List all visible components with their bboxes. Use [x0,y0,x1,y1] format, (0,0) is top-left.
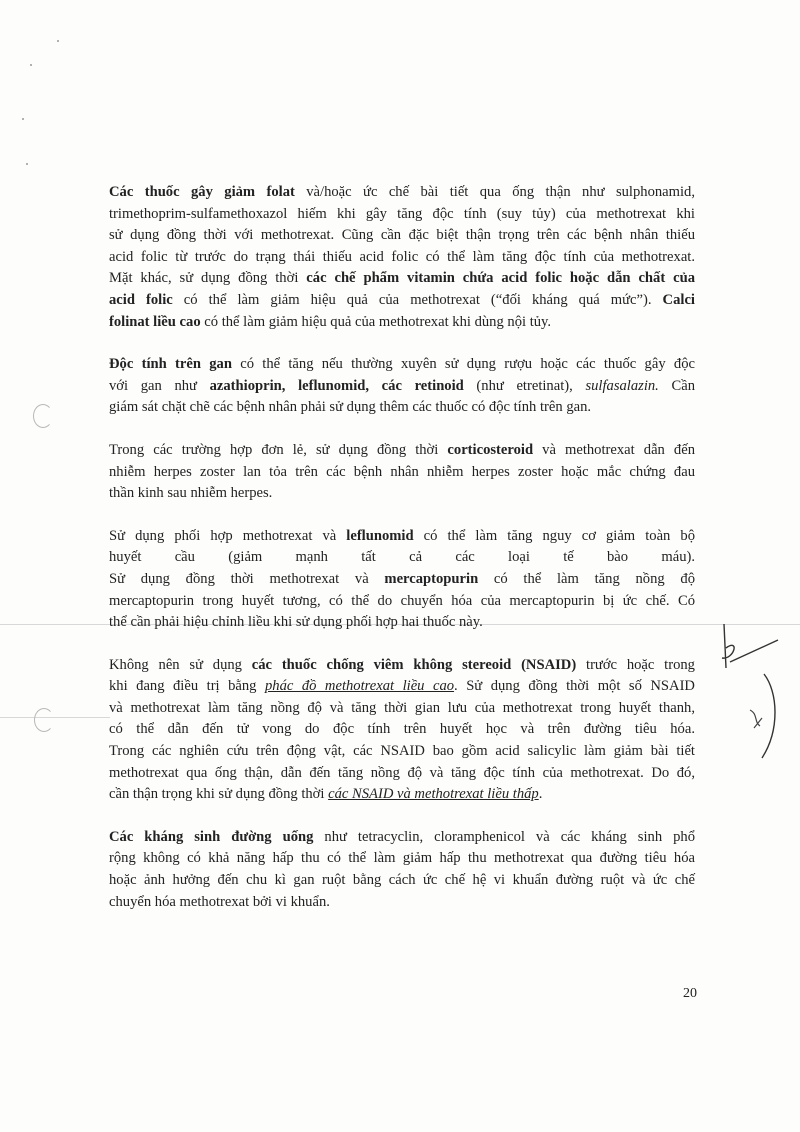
bold-text: Các kháng sinh đường uống [109,828,314,845]
text: có thể làm tăng nguy cơ giảm toàn bộ [413,527,695,544]
text: có thể tăng nếu thường xuyên sử dụng rượu hoặc các thuốc gây độc [231,356,695,373]
text-line [109,526,695,548]
text-line [109,397,695,419]
text: mercaptopurin trong huyết tương, có thể do chuyển hóa của mercaptopurin bị ức chế. Có [109,592,695,609]
handwritten-signature [720,618,790,768]
text: Trong các trường hợp đơn lẻ, sử dụng đồng thời [109,441,448,458]
text-line [109,182,695,204]
bold-text: acid folic [109,291,173,308]
bold-text: các chế phẩm vitamin chứa acid folic hoặc dẫn chất của [306,270,695,287]
paragraph [109,526,695,634]
text-line [109,827,695,849]
scan-speck [26,163,28,165]
scan-fold-line [0,717,110,718]
underlined-text: phác đồ methotrexat liều cao [264,678,455,695]
text: Sử dụng phối hợp methotrexat và [109,527,347,544]
paragraph [109,655,695,806]
page-number: 20 [683,986,697,1001]
text: Sử dụng đồng thời methotrexat và [109,570,385,587]
text-line [109,225,695,247]
text: Không nên sử dụng [109,656,252,673]
text: Mặt khác, sử dụng đồng thời [109,270,307,287]
text-line [109,719,695,741]
text: Cần [658,377,695,394]
scan-speck [57,40,59,42]
paragraph [109,440,695,505]
text: hoặc ảnh hưởng đến chu kì gan ruột bằng cách ức chế hệ vi khuẩn đường ruột và ức chế [109,872,695,889]
bold-text: leflunomid [346,527,414,544]
text-line [109,547,695,569]
text: cần thận trọng khi sử dụng đồng thời [109,786,329,803]
text-line [109,612,695,634]
text: có thể làm giảm hiệu quả của methotrexat khi dùng nội tủy. [200,313,552,330]
text-line [109,354,695,376]
text: rộng không có khả năng hấp thu có thể làm giảm hấp thu methotrexat qua đường tiêu hóa [109,850,695,867]
text-line [109,268,695,290]
text: methotrexat qua ống thận, dẫn đến tăng nồng độ và tăng độc tính của methotrexat. Do đó, [109,764,695,781]
text-line [109,312,695,334]
punch-hole [34,708,54,732]
text: thể cần phải hiệu chỉnh liều khi sử dụng phối hợp hai thuốc này. [109,614,483,631]
text: nhiễm herpes zoster lan tỏa trên các bệnh nhân nhiễm herpes zoster hoặc mắc chứng đau [109,463,695,480]
paragraph [109,182,695,333]
text-line [109,892,695,914]
text: thần kinh sau nhiễm herpes. [109,485,273,502]
text-line [109,591,695,613]
text: và methotrexat làm tăng nồng độ và tăng thời gian lưu của methotrexat trong huyết thanh, [109,699,695,716]
text-line [109,440,695,462]
text-line [109,870,695,892]
text: sử dụng đồng thời với methotrexat. Cũng cần đặc biệt thận trọng trên các bệnh nhân thiếu [109,227,695,244]
text: có thể làm tăng nồng độ [478,570,695,587]
text: chuyển hóa methotrexat bởi vi khuẩn. [109,893,330,910]
text-line [109,848,695,870]
paragraph [109,354,695,419]
paragraph [109,827,695,913]
bold-text: mercaptopurin [384,570,479,587]
text: có thể dẫn đến tử vong do độc tính trên huyết học và trên đường tiêu hóa. [109,721,695,738]
bold-text: folinat liều cao [109,313,201,330]
text: (như etretinat), [463,377,586,394]
text: Trong các nghiên cứu trên động vật, các NSAID bao gồm acid salicylic làm giảm bài tiết [109,743,695,760]
text: acid folic từ trước do trạng thái thiếu acid folic có thể làm tăng độc tính của methotrexat. [109,248,695,265]
text: khi đang điều trị bằng [109,678,265,695]
punch-hole [33,404,53,428]
bold-text: corticosteroid [447,441,534,458]
text-line [109,676,695,698]
document-body [109,182,695,934]
text: trước hoặc trong [576,656,695,673]
text-line [109,483,695,505]
underlined-text: các NSAID và methotrexat liều thấp [328,786,539,803]
scan-speck [30,64,32,66]
scan-speck [22,118,24,120]
text-line [109,290,695,312]
text-line [109,763,695,785]
text: và methotrexat dẫn đến [533,441,695,458]
bold-text: Calci [662,291,695,308]
text: giám sát chặt chẽ các bệnh nhân phải sử dụng thêm các thuốc có độc tính trên gan. [109,399,592,416]
text: với gan như [109,377,210,394]
text-line [109,741,695,763]
text-line [109,462,695,484]
italic-text: sulfasalazin. [585,377,659,394]
text-line [109,247,695,269]
text-line [109,784,695,806]
text-line [109,204,695,226]
text-line [109,376,695,398]
text-line [109,569,695,591]
text: có thể làm giảm hiệu quả của methotrexat (“đối kháng quá mức”). [172,291,663,308]
bold-text: azathioprin, leflunomid, các retinoid [209,377,464,394]
text-line [109,655,695,677]
bold-text: Độc tính trên gan [109,356,232,373]
text: như tetracyclin, cloramphenicol và các kháng sinh phổ [313,828,696,845]
text-line [109,698,695,720]
bold-text: các thuốc chống viêm không stereoid (NSAID) [251,656,577,673]
text: . [538,786,543,803]
text: . Sử dụng đồng thời một số NSAID [454,678,695,695]
text: trimethoprim-sulfamethoxazol hiếm khi gây tăng độc tính (suy tủy) của methotrexat khi [109,205,695,222]
text: huyết cầu (giảm mạnh tất cả các loại tế bào máu). [109,549,695,566]
text: và/hoặc ức chế bài tiết qua ống thận như sulphonamid, [294,184,696,200]
bold-text: Các thuốc gây giảm folat [109,184,295,200]
